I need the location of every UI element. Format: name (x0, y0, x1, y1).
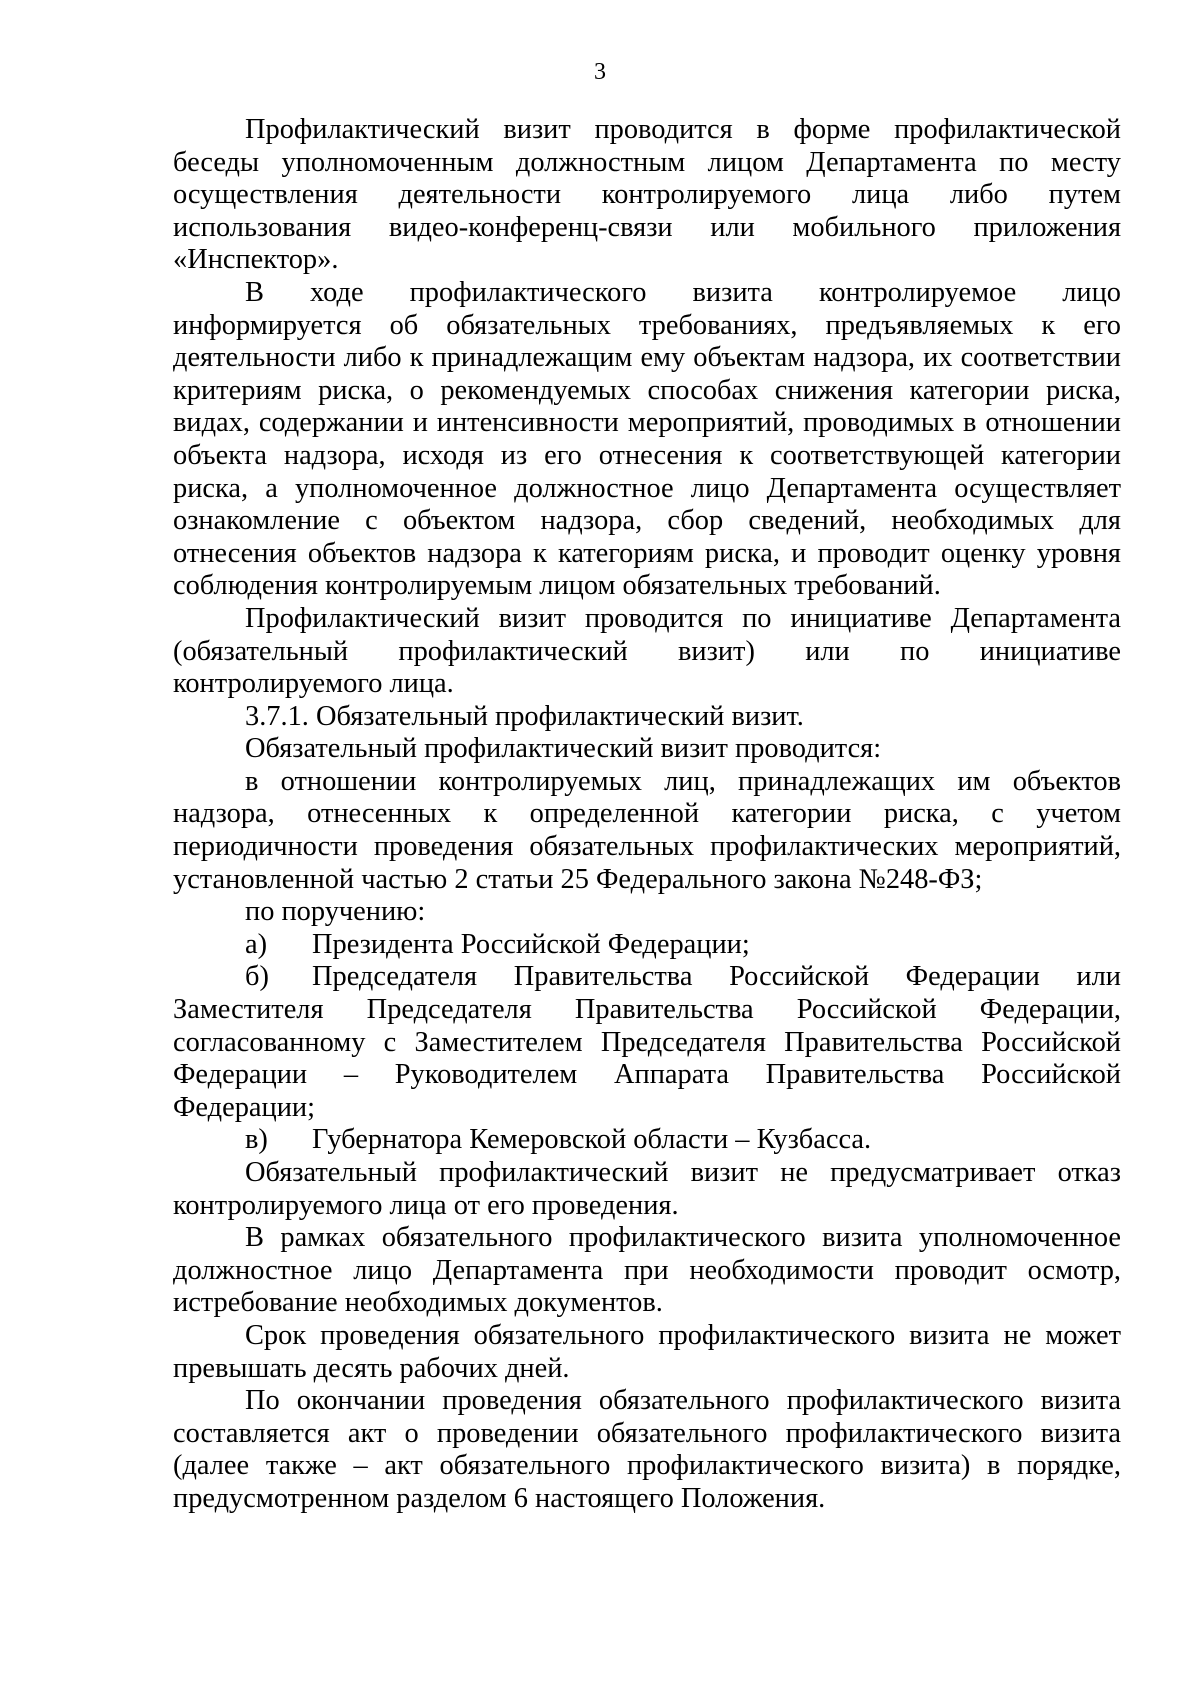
paragraph-inspection: В рамках обязательного профилактического визита уполномоченное должностное лицо Департамента при необходимости проводит осмотр, истребование необходимых документов. (173, 1222, 1121, 1319)
paragraph-mandatory-intro: Обязательный профилактический визит проводится: (245, 733, 882, 765)
list-marker: в) (245, 1124, 268, 1156)
list-marker: б) (245, 961, 269, 993)
paragraph-by-order: по поручению: (245, 896, 426, 928)
list-item-v (173, 1124, 1121, 1157)
paragraph-mandatory-periodicity: в отношении контролируемых лиц, принадлежащих им объектов надзора, отнесенных к определенной категории риска, с учетом периодичности проведения обязательных профилактических мероприятий, установленной частью 2 статьи 25 Федерального закона №248-ФЗ; (173, 765, 1121, 895)
list-item-text: Губернатора Кемеровской области – Кузбасса. (312, 1124, 872, 1156)
list-item-text: Президента Российской Федерации; (312, 928, 750, 960)
paragraph-duration: Срок проведения обязательного профилактического визита не может превышать десять рабочих дней. (173, 1319, 1121, 1384)
paragraph-visit-content: В ходе профилактического визита контролируемое лицо информируется об обязательных требованиях, предъявляемых к его деятельности либо к принадлежащим ему объектам надзора, их соответствии критериям риска, о рекомендуемых способах снижения категории риска, видах, содержании и интенсивности мероприятий, проводимых в отношении объекта надзора, исходя из его отнесения к соответствующей категории риска, а уполномоченное должностное лицо Департамента осуществляет ознакомление с объектом надзора, сбор сведений, необходимых для отнесения объектов надзора к категориям риска, и проводит оценку уровня соблюдения контролируемым лицом обязательных требований. (173, 276, 1121, 602)
list-item-b (173, 961, 1121, 1124)
paragraph-visit-initiative: Профилактический визит проводится по инициативе Департамента (обязательный профилактический визит) или по инициативе контролируемого лица. (173, 602, 1121, 700)
paragraph-act: По окончании проведения обязательного профилактического визита составляется акт о проведении обязательного профилактического визита (далее также – акт обязательного профилактического визита) в порядке, предусмотренном разделом 6 настоящего Положения. (173, 1385, 1121, 1514)
list-marker: а) (245, 928, 268, 960)
paragraph-no-refusal: Обязательный профилактический визит не предусматривает отказ контролируемого лица от его проведения. (173, 1157, 1121, 1221)
section-heading-3-7-1: 3.7.1. Обязательный профилактический визит. (245, 700, 804, 732)
page-number: 3 (594, 59, 606, 85)
paragraph-visit-form: Профилактический визит проводится в форме профилактической беседы уполномоченным должностным лицом Департамента по месту осуществления деятельности контролируемого лица либо путем использования видео-конференц-связи или мобильного приложения «Инспектор». (173, 114, 1121, 276)
list-item-a (173, 929, 1121, 962)
list-item-text: Председателя Правительства Российской Федерации или Заместителя Председателя Правительства Российской Федерации, согласованному с Заместителем Председателя Правительства Российской Федерации – Руководителем Аппарата Правительства Российской Федерации; (173, 961, 1121, 1123)
document-body (173, 114, 1121, 1516)
